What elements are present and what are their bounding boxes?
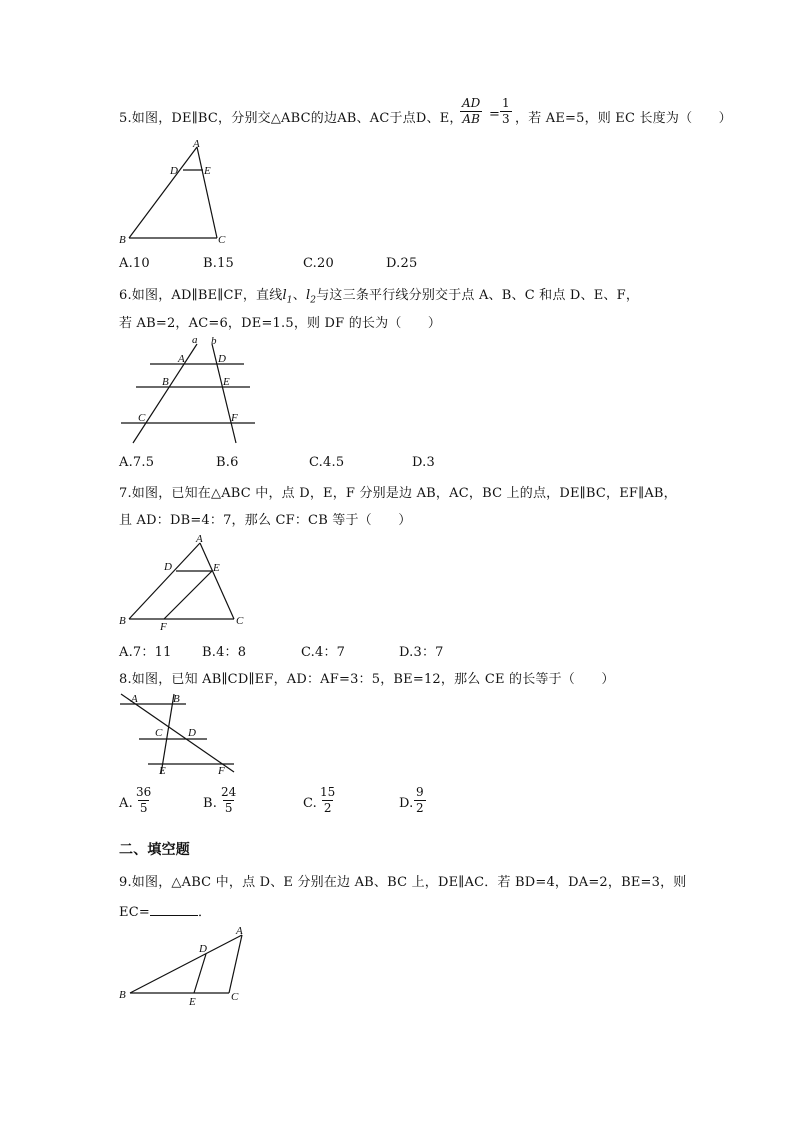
q6-line1-a: 6.如图，AD∥BE∥CF，直线 xyxy=(119,288,283,303)
q7-label-a: A xyxy=(196,533,203,545)
q8-option-c-letter[interactable]: C. xyxy=(303,796,318,811)
q6-option-d[interactable]: D.3 xyxy=(412,455,435,470)
q9-segment-ac xyxy=(229,935,242,993)
q5-option-b[interactable]: B.15 xyxy=(203,256,235,271)
q7-option-c[interactable]: C.4：7 xyxy=(301,645,346,660)
q9-line1: 9.如图，△ABC 中，点 D、E 分别在边 AB、BC 上，DE∥AC．若 BD=4，DA=2，BE=3，则 xyxy=(119,875,687,890)
q5-label-d: D xyxy=(170,165,178,177)
q6-label-f: F xyxy=(231,412,238,424)
q8-option-d-num: 9 xyxy=(416,785,424,799)
q9-label-c: C xyxy=(231,991,239,1003)
q7-label-b: B xyxy=(119,615,126,627)
q7-line2: 且 AD：DB=4：7，那么 CF：CB 等于（ ） xyxy=(119,513,412,528)
q5-stem-before: 5.如图，DE∥BC，分别交△ABC的边AB、AC于点D、E， xyxy=(119,111,463,126)
q5-label-c: C xyxy=(218,234,226,246)
q5-option-c[interactable]: C.20 xyxy=(303,256,334,271)
q7-option-b[interactable]: B.4：8 xyxy=(202,645,247,660)
q8-option-b-den: 5 xyxy=(224,801,233,815)
q7-line1: 7.如图，已知在△ABC 中，点 D，E，F 分别是边 AB，AC，BC 上的点，DE∥BC，EF∥AB， xyxy=(119,486,677,501)
q6-option-c[interactable]: C.4.5 xyxy=(309,455,345,470)
q8-line1: 8.如图，已知 AB∥CD∥EF，AD：AF=3：5，BE=12，那么 CE 的长等于（ ） xyxy=(119,672,615,687)
q7-label-f: F xyxy=(160,621,167,633)
q8-option-b-num: 24 xyxy=(221,785,237,799)
q6-l1: $l_1$ xyxy=(282,288,293,306)
section-title-fill-in: 二、填空题 xyxy=(119,842,190,858)
q8-option-a-den: 5 xyxy=(139,801,148,815)
q6-line1-b: 与这三条平行线分别交于点 A、B、C 和点 D、E、F， xyxy=(316,288,640,303)
q6-label-b-lower: b xyxy=(211,335,217,347)
q5-value-numerator: 1 xyxy=(502,96,510,110)
q8-label-a: A xyxy=(131,693,138,705)
q5-label-b: B xyxy=(119,234,126,246)
q5-equals: = xyxy=(489,107,501,122)
q8-option-a-letter[interactable]: A. xyxy=(119,796,133,811)
q5-ratio-numerator: AD xyxy=(462,96,481,110)
q7-option-a[interactable]: A.7：11 xyxy=(119,645,172,660)
q6-label-d: D xyxy=(218,353,226,365)
q5-option-a[interactable]: A.10 xyxy=(119,256,150,271)
q9-label-b: B xyxy=(119,989,126,1001)
q5-stem-after: ，若 AE=5，则 EC 长度为（ ） xyxy=(515,111,732,126)
q5-option-d[interactable]: D.25 xyxy=(386,256,418,271)
q5-value-denominator: 3 xyxy=(502,112,510,126)
q8-label-c: C xyxy=(155,727,163,739)
q9-segment-de xyxy=(194,954,206,993)
q6-sep: 、 xyxy=(292,288,306,303)
q8-label-d: D xyxy=(188,727,196,739)
q5-label-a: A xyxy=(193,138,200,150)
q9-label-d: D xyxy=(199,943,207,955)
q6-label-a-lower: a xyxy=(192,334,198,346)
q8-option-d-den: 2 xyxy=(416,801,424,815)
q7-label-d: D xyxy=(164,561,172,573)
q8-option-c-num: 15 xyxy=(320,785,336,799)
q8-option-b-letter[interactable]: B. xyxy=(203,796,218,811)
q9-label-e: E xyxy=(189,996,196,1008)
q6-label-c: C xyxy=(138,412,146,424)
q9-line2-suffix: ． xyxy=(197,905,212,920)
q9-segment-ab xyxy=(130,935,242,993)
q6-line2: 若 AB=2，AC=6，DE=1.5，则 DF 的长为（ ） xyxy=(119,316,442,331)
q8-label-f: F xyxy=(218,765,225,777)
q6-label-b: B xyxy=(162,376,169,388)
q6-option-b[interactable]: B.6 xyxy=(216,455,239,470)
q9-line2-prefix: EC= xyxy=(119,905,150,920)
q7-option-d[interactable]: D.3：7 xyxy=(399,645,444,660)
q6-label-a: A xyxy=(178,353,185,365)
q5-ratio-denominator: AB xyxy=(462,112,480,126)
q8-option-d-letter[interactable]: D. xyxy=(399,796,414,811)
q6-option-a[interactable]: A.7.5 xyxy=(119,455,155,470)
q9-label-a: A xyxy=(236,925,243,937)
q8-option-c-den: 2 xyxy=(323,801,332,815)
q8-option-a-num: 36 xyxy=(136,785,152,799)
q5-label-e: E xyxy=(204,165,211,177)
q6-label-e: E xyxy=(223,376,230,388)
q7-label-c: C xyxy=(236,615,244,627)
q8-label-b: B xyxy=(173,693,180,705)
q6-l2: $l_2$ xyxy=(305,288,317,306)
q7-label-e: E xyxy=(213,562,220,574)
q8-label-e: E xyxy=(159,765,166,777)
